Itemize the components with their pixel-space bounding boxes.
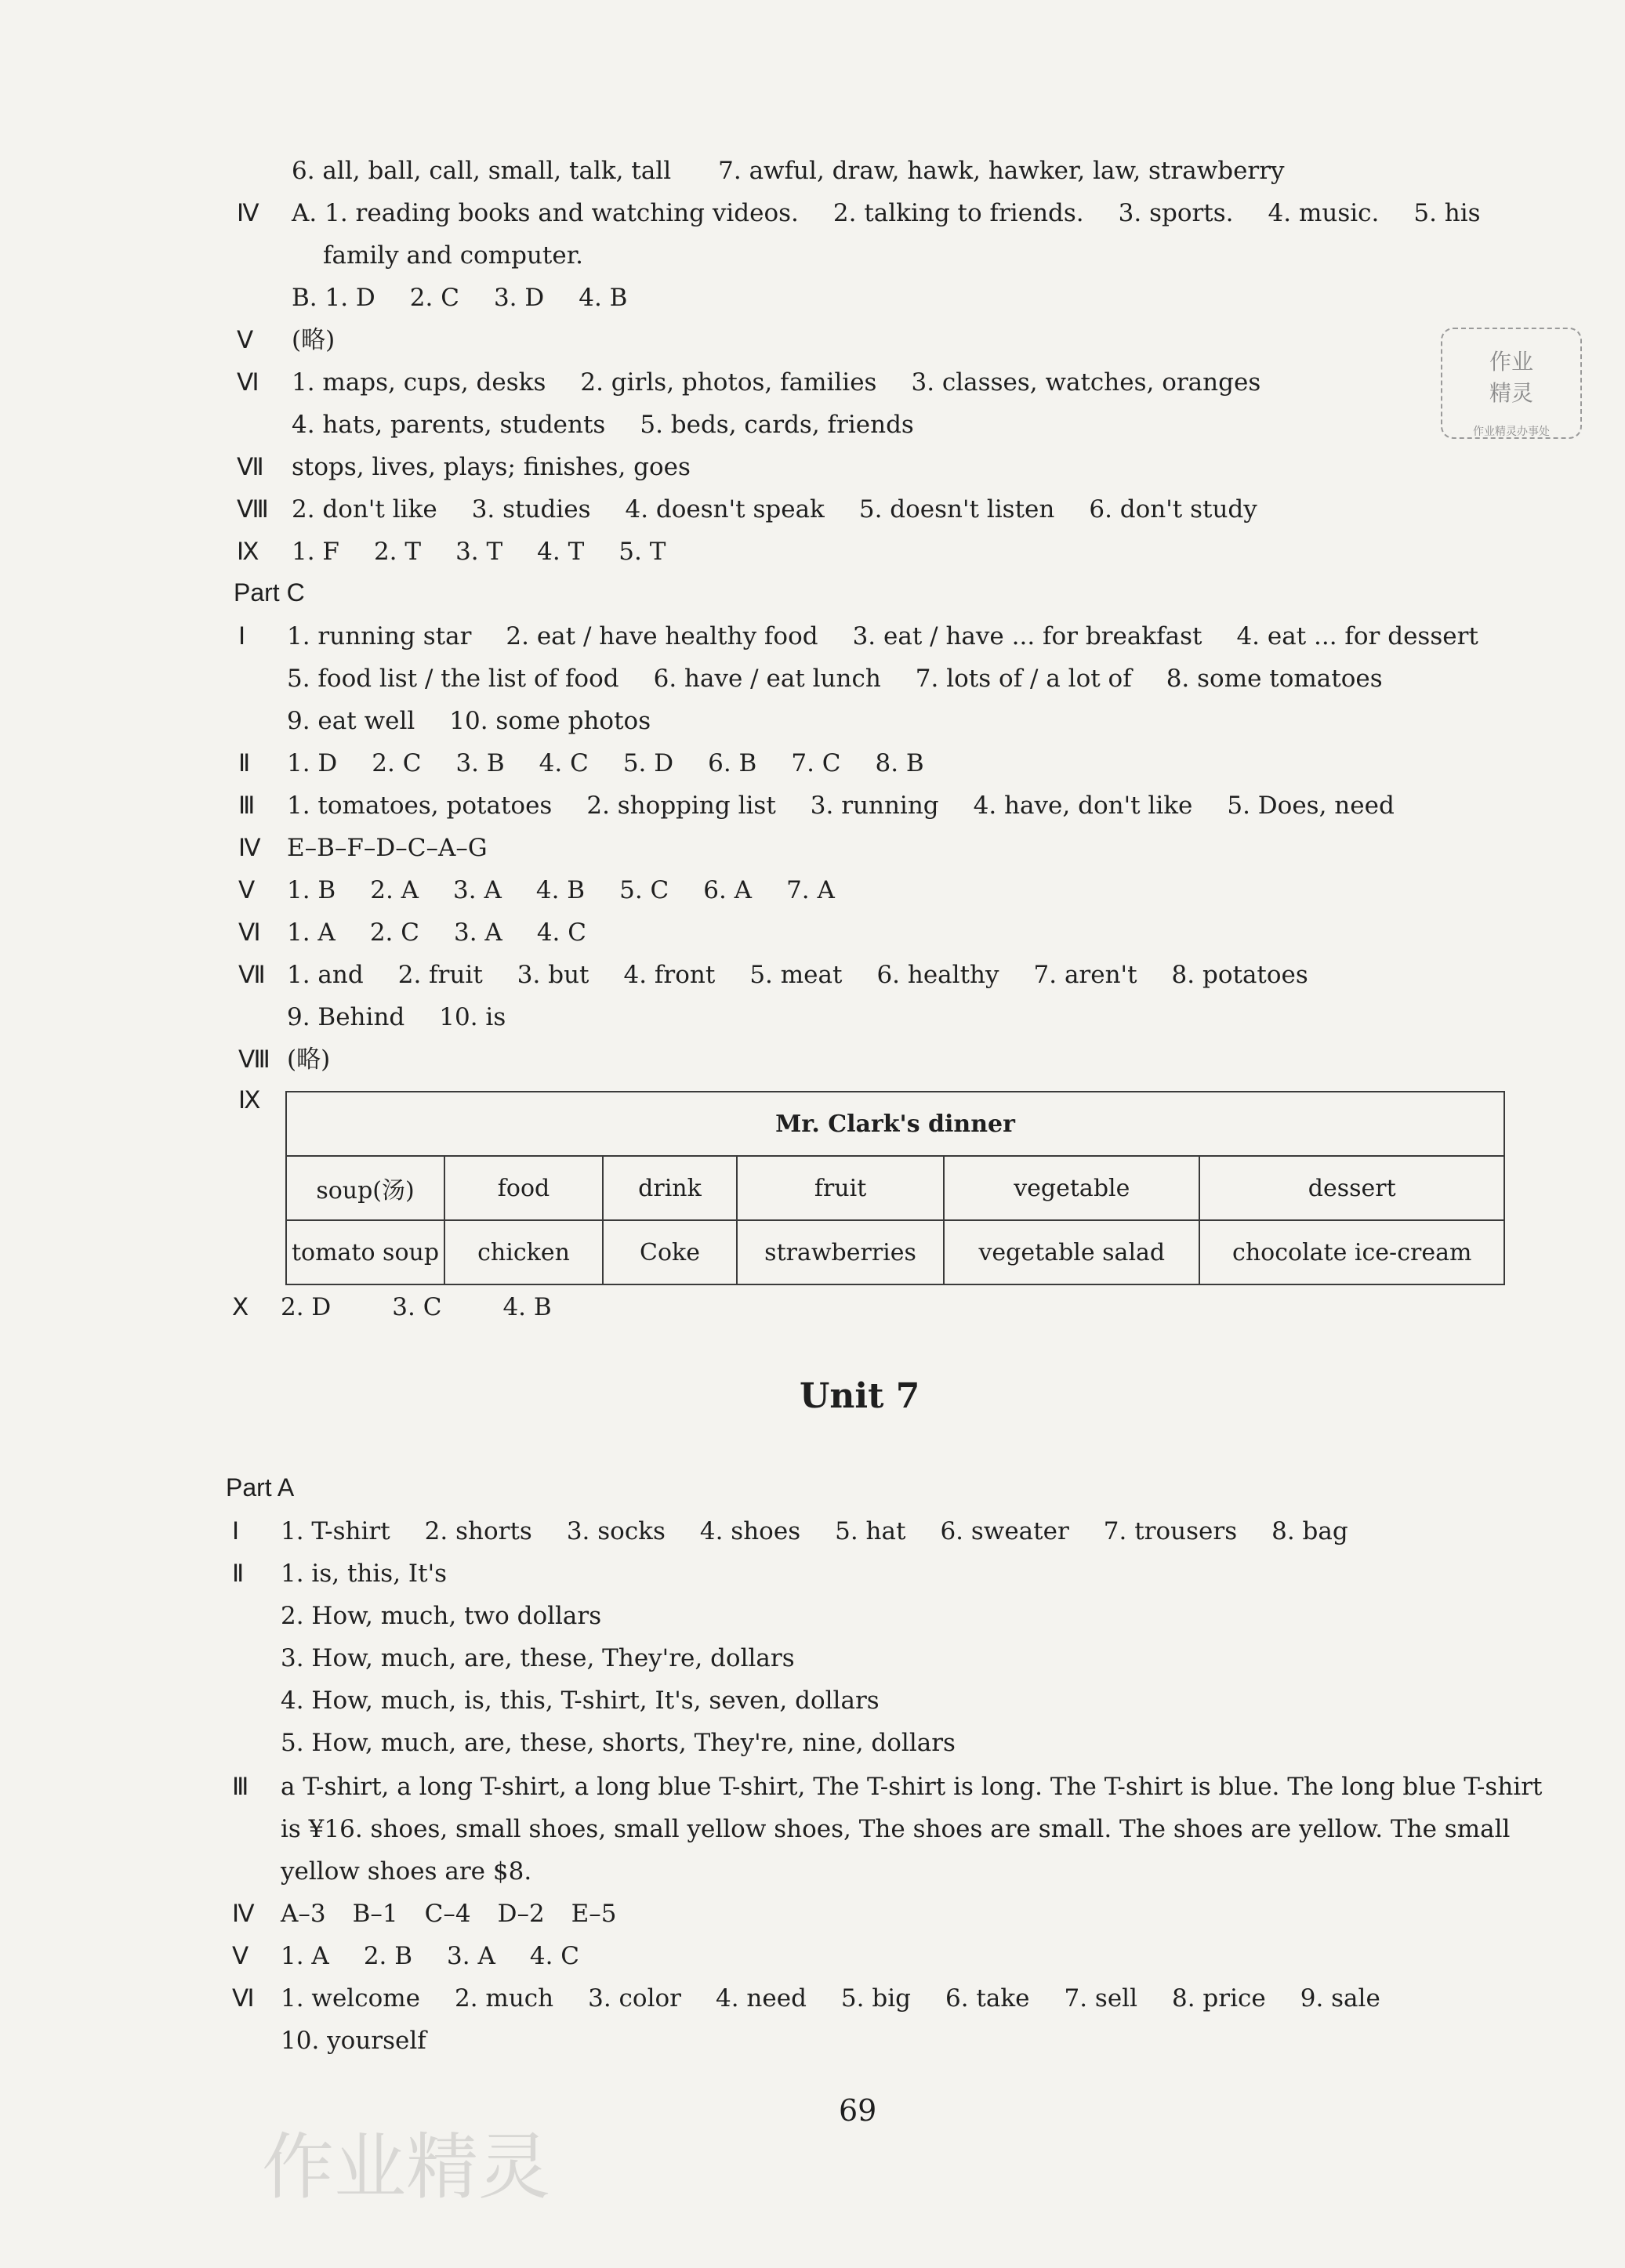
roman-numeral: Ⅵ xyxy=(237,368,259,396)
roman-numeral: Ⅴ xyxy=(238,876,256,904)
roman-numeral: Ⅵ xyxy=(232,1984,255,2012)
answer-line: 5. How, much, are, these, shorts, They're, nine, dollars xyxy=(281,1729,956,1757)
roman-numeral: Ⅲ xyxy=(232,1773,249,1800)
table-cell: tomato soup xyxy=(286,1220,444,1284)
answer-line: 10. yourself xyxy=(281,2027,426,2055)
answer-line: 9. Behind 10. is xyxy=(287,1003,506,1031)
answer-line: 5. food list / the list of food 6. have / eat lunch 7. lots of / a lot of 8. some tomatoes xyxy=(287,665,1383,693)
answer-line: 1. D 2. C 3. B 4. C 5. D 6. B 7. C 8. B xyxy=(287,749,924,777)
answer-line: 3. How, much, are, these, They're, dollars xyxy=(281,1644,795,1672)
watermark: 作业精灵 xyxy=(262,2125,551,2209)
roman-numeral: Ⅷ xyxy=(237,495,269,523)
answer-line: 4. hats, parents, students 5. beds, cards, friends xyxy=(292,411,914,439)
answer-line: 2. How, much, two dollars xyxy=(281,1602,602,1630)
roman-numeral: Ⅴ xyxy=(232,1942,249,1969)
answer-line: 1. is, this, It's xyxy=(281,1560,448,1588)
roman-numeral: Ⅷ xyxy=(238,1045,270,1073)
answer-line: stops, lives, plays; finishes, goes xyxy=(292,453,691,481)
answer-line: (略) xyxy=(292,326,336,354)
table-header-cell: vegetable xyxy=(944,1156,1199,1220)
roman-numeral: Ⅶ xyxy=(237,453,264,480)
answer-line: 6. all, ball, call, small, talk, tall 7. awful, draw, hawk, hawker, law, strawberry xyxy=(292,157,1285,185)
table-cell: Coke xyxy=(603,1220,737,1284)
roman-numeral: Ⅳ xyxy=(232,1900,255,1927)
stamp-logo xyxy=(1441,328,1582,439)
roman-numeral: Ⅵ xyxy=(238,918,261,946)
stamp-title: 作业 xyxy=(1489,349,1533,375)
table-title: Mr. Clark's dinner xyxy=(286,1092,1504,1156)
answer-line: 2. D 3. C 4. B xyxy=(281,1293,552,1321)
answer-line: B. 1. D 2. C 3. D 4. B xyxy=(292,284,628,312)
answer-line: 1. running star 2. eat / have healthy food 3. eat / have ... for breakfast 4. eat ... for dessert xyxy=(287,622,1478,650)
roman-numeral: Ⅱ xyxy=(232,1560,245,1587)
answer-line: 1. F 2. T 3. T 4. T 5. T xyxy=(292,538,666,566)
dinner-table xyxy=(285,1091,1505,1285)
table-header-cell: fruit xyxy=(737,1156,944,1220)
table-header-cell: dessert xyxy=(1199,1156,1504,1220)
answer-line: A. 1. reading books and watching videos. 2. talking to friends. 3. sports. 4. music. 5. his xyxy=(292,199,1481,227)
answer-line: is ¥16. shoes, small shoes, small yellow shoes, The shoes are small. The shoes are yellow. The small xyxy=(281,1815,1511,1843)
roman-numeral: Ⅶ xyxy=(238,961,266,988)
roman-numeral: Ⅸ xyxy=(237,538,259,565)
answer-line: 1. and 2. fruit 3. but 4. front 5. meat 6. healthy 7. aren't 8. potatoes xyxy=(287,961,1308,989)
answer-line: 1. A 2. C 3. A 4. C xyxy=(287,918,586,947)
answer-line: a T-shirt, a long T-shirt, a long blue T-shirt, The T-shirt is long. The T-shirt is blue. The long blue T-shirt xyxy=(281,1773,1543,1801)
roman-numeral: Ⅳ xyxy=(238,834,261,861)
answer-line: family and computer. xyxy=(323,241,583,270)
answer-line: (略) xyxy=(287,1045,331,1074)
answer-line: E–B–F–D–C–A–G xyxy=(287,834,488,862)
roman-numeral: Ⅳ xyxy=(237,199,259,226)
roman-numeral: Ⅴ xyxy=(237,326,254,353)
table-header-row xyxy=(286,1156,1504,1220)
table-cell: chicken xyxy=(444,1220,603,1284)
roman-numeral: Ⅰ xyxy=(238,622,246,650)
roman-numeral: Ⅰ xyxy=(232,1517,240,1545)
part-a-heading: Part A xyxy=(226,1473,295,1502)
stamp-subtitle: 精灵 xyxy=(1489,380,1533,406)
answer-line: 1. A 2. B 3. A 4. C xyxy=(281,1942,580,1970)
table-cell: strawberries xyxy=(737,1220,944,1284)
answer-line: A–3 B–1 C–4 D–2 E–5 xyxy=(281,1900,617,1928)
answer-line: 1. B 2. A 3. A 4. B 5. C 6. A 7. A xyxy=(287,876,835,904)
answer-line: 9. eat well 10. some photos xyxy=(287,707,651,735)
table-header-cell: drink xyxy=(603,1156,737,1220)
answer-line: 2. don't like 3. studies 4. doesn't speak 5. doesn't listen 6. don't study xyxy=(292,495,1257,524)
table-cell: chocolate ice-cream xyxy=(1199,1220,1504,1284)
roman-numeral: Ⅹ xyxy=(232,1293,249,1321)
table-header-cell: food xyxy=(444,1156,603,1220)
roman-numeral: Ⅸ xyxy=(238,1086,261,1114)
table-cell: vegetable salad xyxy=(944,1220,1199,1284)
stamp-caption: 作业精灵办事处 xyxy=(1473,426,1550,438)
answer-line: 4. How, much, is, this, T-shirt, It's, seven, dollars xyxy=(281,1687,880,1715)
page-number: 69 xyxy=(839,2093,877,2128)
answer-line: 1. tomatoes, potatoes 2. shopping list 3. running 4. have, don't like 5. Does, need xyxy=(287,792,1395,820)
table-header-cell: soup(汤) xyxy=(286,1156,444,1220)
answer-line: yellow shoes are $8. xyxy=(281,1857,532,1886)
roman-numeral: Ⅱ xyxy=(238,749,251,777)
part-c-heading: Part C xyxy=(234,578,305,607)
answer-line: 1. T-shirt 2. shorts 3. socks 4. shoes 5. hat 6. sweater 7. trousers 8. bag xyxy=(281,1517,1348,1545)
table-row xyxy=(286,1220,1504,1284)
answer-line: 1. maps, cups, desks 2. girls, photos, families 3. classes, watches, oranges xyxy=(292,368,1261,397)
answer-line: 1. welcome 2. much 3. color 4. need 5. big 6. take 7. sell 8. price 9. sale xyxy=(281,1984,1380,2013)
roman-numeral: Ⅲ xyxy=(238,792,256,819)
unit-title: Unit 7 xyxy=(800,1376,920,1416)
